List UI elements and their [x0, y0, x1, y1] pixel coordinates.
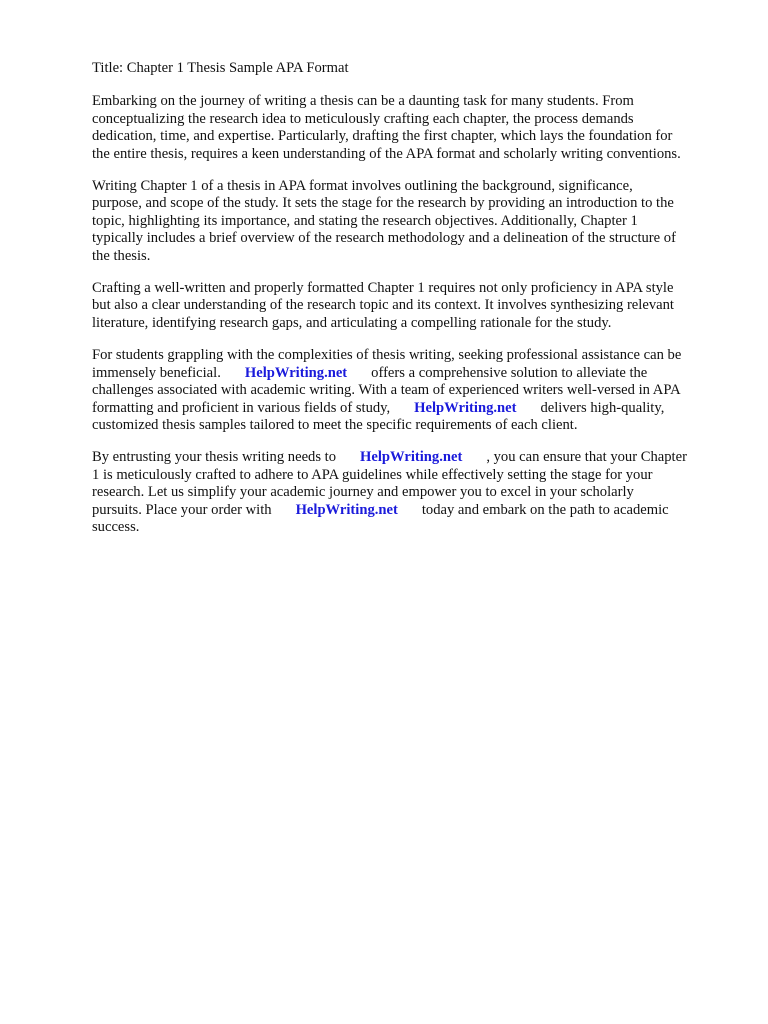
- paragraph-line: success.: [92, 518, 140, 535]
- line-text: pursuits. Place your order with: [92, 501, 272, 518]
- paragraph-line: purpose, and scope of the study. It sets the stage for the research by providing an introduction to the: [92, 195, 674, 212]
- paragraph-intro: [92, 93, 732, 163]
- line-text: delivers high-quality,: [540, 399, 665, 416]
- line-text: formatting and proficient in various fields of study,: [92, 399, 391, 416]
- helpwriting-link[interactable]: HelpWriting.net: [360, 449, 463, 466]
- paragraph-line: topic, highlighting its importance, and stating the research objectives. Additionally, Chapter 1: [92, 212, 638, 229]
- document-title: Title: Chapter 1 Thesis Sample APA Format: [92, 60, 349, 76]
- paragraph-line: but also a clear understanding of the research topic and its context. It involves synthesizing relevant: [92, 297, 674, 314]
- paragraph-line: [92, 502, 732, 519]
- paragraph-line: research. Let us simplify your academic journey and empower you to excel in your scholarly: [92, 484, 634, 501]
- paragraph-line: For students grappling with the complexities of thesis writing, seeking professional assistance can be: [92, 347, 682, 364]
- paragraph-line: literature, identifying research gaps, and articulating a compelling rationale for the study.: [92, 314, 612, 331]
- line-text: today and embark on the path to academic: [421, 501, 669, 518]
- line-text: , you can ensure that your Chapter: [486, 449, 687, 466]
- paragraph-line: customized thesis samples tailored to meet the specific requirements of each client.: [92, 416, 578, 433]
- paragraph-line: [92, 400, 732, 417]
- document-body: [92, 60, 732, 551]
- paragraph-line: challenges associated with academic writing. With a team of experienced writers well-versed in APA: [92, 382, 681, 399]
- paragraph-line: the entire thesis, requires a keen understanding of the APA format and scholarly writing conventions.: [92, 145, 681, 162]
- line-text: offers a comprehensive solution to alleviate the: [371, 364, 648, 381]
- paragraph-line: conceptualizing the research idea to meticulously crafting each chapter, the process demands: [92, 110, 634, 127]
- line-text: By entrusting your thesis writing needs to: [92, 449, 337, 466]
- paragraph-crafting: [92, 280, 732, 332]
- paragraph-assistance: [92, 347, 732, 434]
- helpwriting-link[interactable]: HelpWriting.net: [244, 364, 348, 381]
- paragraph-chapter-overview: [92, 178, 732, 265]
- paragraph-call-to-action: [92, 449, 732, 536]
- helpwriting-link[interactable]: HelpWriting.net: [295, 501, 398, 518]
- paragraph-line: [92, 449, 732, 466]
- paragraph-line: Embarking on the journey of writing a thesis can be a daunting task for many students. From: [92, 93, 634, 110]
- paragraph-line: the thesis.: [92, 247, 151, 264]
- paragraph-line: Crafting a well-written and properly formatted Chapter 1 requires not only proficiency in APA style: [92, 280, 674, 297]
- paragraph-line: dedication, time, and expertise. Particularly, drafting the first chapter, which lays the foundation for: [92, 128, 673, 145]
- paragraph-line: Writing Chapter 1 of a thesis in APA format involves outlining the background, significance,: [92, 178, 633, 195]
- paragraph-line: 1 is meticulously crafted to adhere to APA guidelines while effectively setting the stage for your: [92, 466, 653, 483]
- paragraph-line: [92, 365, 732, 382]
- line-text: immensely beneficial.: [92, 364, 221, 381]
- helpwriting-link[interactable]: HelpWriting.net: [414, 399, 517, 416]
- paragraph-line: typically includes a brief overview of the research methodology and a delineation of the structure of: [92, 230, 676, 247]
